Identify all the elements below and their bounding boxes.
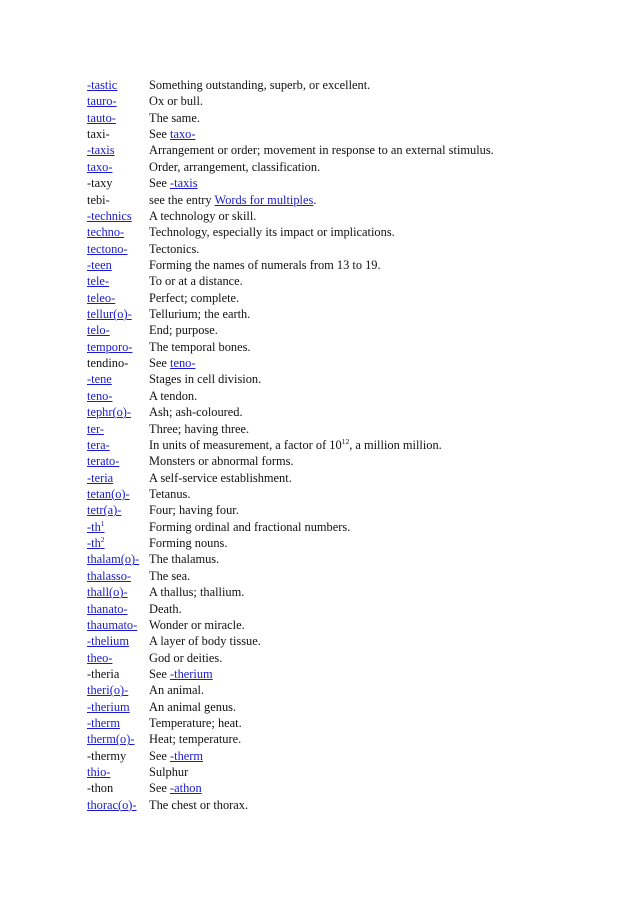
definition-text: Arrangement or order; movement in response to an external stimulus. (149, 143, 494, 158)
term-link[interactable] (87, 421, 149, 437)
definition-text: In units of measurement, a factor of 10 (149, 437, 342, 452)
term-link[interactable] (87, 601, 149, 617)
term-label: temporo- (87, 339, 133, 354)
term-label: -therium (87, 699, 130, 714)
definition-text: See (149, 127, 170, 142)
term-label: terato- (87, 454, 120, 469)
glossary-row (87, 699, 607, 715)
glossary-row (87, 797, 607, 813)
definition-text: Sulphur (149, 765, 189, 780)
definition (149, 568, 607, 584)
definition-text: . (313, 192, 317, 207)
glossary-row (87, 257, 607, 273)
term-link[interactable] (87, 306, 149, 322)
glossary-row (87, 650, 607, 666)
glossary-row (87, 322, 607, 338)
definition-text: Tellurium; the earth. (149, 307, 251, 322)
definition-text: To or at a distance. (149, 274, 243, 289)
glossary-row (87, 404, 607, 420)
glossary-row (87, 110, 607, 126)
glossary-row (87, 551, 607, 567)
term-text (87, 355, 149, 371)
term-label: thalasso- (87, 568, 132, 583)
term-label: taxo- (87, 159, 113, 174)
glossary-row (87, 142, 607, 158)
term-link[interactable] (87, 159, 149, 175)
glossary-table (87, 77, 607, 813)
glossary-row (87, 159, 607, 175)
definition (149, 748, 607, 764)
glossary-row (87, 290, 607, 306)
term-link[interactable] (87, 764, 149, 780)
term-link[interactable] (87, 633, 149, 649)
definition-text: See (149, 176, 170, 191)
definition (149, 175, 607, 191)
term-link[interactable] (87, 797, 149, 813)
definition (149, 404, 607, 420)
glossary-row (87, 93, 607, 109)
term-link[interactable] (87, 568, 149, 584)
exponent: 12 (341, 436, 350, 446)
definition-text: The thalamus. (149, 552, 220, 567)
term-label: -thelium (87, 634, 129, 649)
term-label: -tene (87, 372, 112, 387)
cross-reference-link[interactable]: teno- (170, 356, 196, 371)
definition-text: A self-service establishment. (149, 470, 292, 485)
definition (149, 290, 607, 306)
definition (149, 93, 607, 109)
term-label: telo- (87, 323, 110, 338)
cross-reference-link[interactable]: -therm (170, 748, 204, 763)
term-link[interactable] (87, 208, 149, 224)
term-label: -teen (87, 257, 112, 272)
glossary-row (87, 371, 607, 387)
term-link[interactable] (87, 584, 149, 600)
glossary-row (87, 224, 607, 240)
term-text (87, 666, 149, 682)
definition (149, 322, 607, 338)
definition-text: The same. (149, 110, 200, 125)
term-label: tele- (87, 274, 110, 289)
glossary-row (87, 748, 607, 764)
definition (149, 617, 607, 633)
cross-reference-link[interactable]: -athon (170, 781, 202, 796)
term-text (87, 126, 149, 142)
definition-text: See (149, 781, 170, 796)
cross-reference-link[interactable]: taxo- (170, 127, 196, 142)
definition (149, 650, 607, 666)
term-label: therm(o)- (87, 732, 135, 747)
cross-reference-link[interactable]: -taxis (170, 176, 198, 191)
definition (149, 453, 607, 469)
definition (149, 110, 607, 126)
definition (149, 355, 607, 371)
glossary-row (87, 715, 607, 731)
term-link[interactable] (87, 371, 149, 387)
glossary-row (87, 388, 607, 404)
term-label: tauro- (87, 94, 117, 109)
definition-text: Perfect; complete. (149, 290, 240, 305)
term-label: tetan(o)- (87, 486, 130, 501)
glossary-row (87, 273, 607, 289)
cross-reference-link[interactable]: -therium (170, 666, 213, 681)
term-link[interactable] (87, 388, 149, 404)
term-label: teleo- (87, 290, 116, 305)
glossary-row (87, 77, 607, 93)
definition-text: Temperature; heat. (149, 716, 242, 731)
term-link[interactable] (87, 682, 149, 698)
definition (149, 77, 607, 93)
term-text (87, 780, 149, 796)
definition (149, 224, 607, 240)
definition-text: Tetanus. (149, 486, 191, 501)
definition (149, 502, 607, 518)
glossary-row (87, 584, 607, 600)
definition-text: An animal. (149, 683, 205, 698)
glossary-row (87, 519, 607, 535)
term-label: theri(o)- (87, 683, 129, 698)
term-label: -teria (87, 470, 114, 485)
term-link[interactable] (87, 519, 149, 535)
definition (149, 159, 607, 175)
glossary-row (87, 453, 607, 469)
definition-text: The sea. (149, 568, 191, 583)
term-label: -taxy (87, 176, 113, 191)
term-link[interactable] (87, 142, 149, 158)
term-label: -taxis (87, 143, 115, 158)
term-link[interactable] (87, 551, 149, 567)
glossary-row (87, 666, 607, 682)
definition (149, 371, 607, 387)
term-label: thalam(o)- (87, 552, 140, 567)
definition-text: see the entry (149, 192, 215, 207)
definition-text: Order, arrangement, classification. (149, 159, 321, 174)
definition-text: See (149, 748, 170, 763)
term-link[interactable] (87, 77, 149, 93)
definition-text: Ash; ash-coloured. (149, 405, 243, 420)
term-text (87, 175, 149, 191)
definition-text: Something outstanding, superb, or excellent. (149, 78, 371, 92)
definition (149, 306, 607, 322)
glossary-row (87, 682, 607, 698)
term-link[interactable] (87, 617, 149, 633)
definition-text: Tectonics. (149, 241, 200, 256)
term-link[interactable] (87, 241, 149, 257)
definition-text: Four; having four. (149, 503, 239, 518)
term-label: thall(o)- (87, 585, 128, 600)
glossary-row (87, 306, 607, 322)
glossary-row (87, 780, 607, 796)
term-link[interactable] (87, 224, 149, 240)
definition (149, 682, 607, 698)
term-text (87, 192, 149, 208)
definition-text: Monsters or abnormal forms. (149, 454, 294, 469)
definition (149, 421, 607, 437)
term-link[interactable] (87, 290, 149, 306)
term-label: tauto- (87, 110, 116, 125)
term-text (87, 748, 149, 764)
definition-text: The chest or thorax. (149, 797, 249, 812)
glossary-row (87, 437, 607, 453)
definition (149, 731, 607, 747)
glossary-row (87, 126, 607, 142)
term-superscript: 1 (100, 518, 105, 528)
term-link[interactable] (87, 404, 149, 420)
definition (149, 486, 607, 502)
term-label: tellur(o)- (87, 307, 132, 322)
definition (149, 273, 607, 289)
definition (149, 339, 607, 355)
definition-text: End; purpose. (149, 323, 218, 338)
term-label: tera- (87, 437, 110, 452)
definition (149, 584, 607, 600)
definition (149, 780, 607, 796)
definition-text: Stages in cell division. (149, 372, 262, 387)
definition-text: Forming nouns. (149, 536, 228, 551)
glossary-row (87, 175, 607, 191)
definition (149, 699, 607, 715)
glossary-row (87, 192, 607, 208)
definition (149, 388, 607, 404)
term-label: -th (87, 519, 101, 534)
definition (149, 519, 607, 535)
term-label: tendino- (87, 356, 129, 371)
definition (149, 257, 607, 273)
glossary-row (87, 208, 607, 224)
definition-text: A technology or skill. (149, 208, 257, 223)
definition (149, 633, 607, 649)
definition-text: Technology, especially its impact or implications. (149, 225, 395, 240)
glossary-row (87, 617, 607, 633)
term-label: teno- (87, 388, 113, 403)
term-link[interactable] (87, 699, 149, 715)
definition-text: An animal genus. (149, 699, 237, 714)
term-label: -thermy (87, 748, 127, 763)
glossary-row (87, 601, 607, 617)
term-label: taxi- (87, 127, 110, 142)
term-label: -th (87, 536, 101, 551)
term-link[interactable] (87, 110, 149, 126)
term-link[interactable] (87, 257, 149, 273)
glossary-row (87, 339, 607, 355)
term-label: -technics (87, 208, 132, 223)
term-link[interactable] (87, 93, 149, 109)
definition-text: The temporal bones. (149, 339, 251, 354)
definition (149, 666, 607, 682)
term-link[interactable] (87, 502, 149, 518)
definition (149, 551, 607, 567)
term-label: tebi- (87, 192, 110, 207)
glossary-row (87, 241, 607, 257)
term-link[interactable] (87, 322, 149, 338)
term-label: tephr(o)- (87, 405, 132, 420)
term-label: -thon (87, 781, 114, 796)
cross-reference-link[interactable]: Words for multiples (214, 192, 314, 207)
term-link[interactable] (87, 715, 149, 731)
term-label: thaumato- (87, 617, 138, 632)
definition-text: Heat; temperature. (149, 732, 242, 747)
definition-text: , a million million. (349, 437, 442, 452)
glossary-row (87, 764, 607, 780)
term-superscript: 2 (100, 535, 105, 545)
definition-text: Forming ordinal and fractional numbers. (149, 519, 351, 534)
definition-text: Death. (149, 601, 182, 616)
definition (149, 797, 607, 813)
glossary-row (87, 486, 607, 502)
definition (149, 241, 607, 257)
term-link[interactable] (87, 650, 149, 666)
term-label: techno- (87, 225, 125, 240)
definition-text: God or deities. (149, 650, 223, 665)
glossary-row (87, 535, 607, 551)
definition-text: Ox or bull. (149, 94, 204, 109)
term-label: ter- (87, 421, 104, 436)
term-link[interactable] (87, 273, 149, 289)
definition-text: A layer of body tissue. (149, 634, 261, 649)
definition (149, 208, 607, 224)
term-link[interactable] (87, 437, 149, 453)
definition (149, 715, 607, 731)
definition-text: A tendon. (149, 388, 198, 403)
definition (149, 126, 607, 142)
definition (149, 535, 607, 551)
term-label: -theria (87, 666, 120, 681)
glossary-row (87, 633, 607, 649)
term-label: theo- (87, 650, 113, 665)
term-label: thio- (87, 765, 111, 780)
glossary-row (87, 568, 607, 584)
term-link[interactable] (87, 470, 149, 486)
definition-text: Wonder or miracle. (149, 617, 245, 632)
term-link[interactable] (87, 486, 149, 502)
term-label: tectono- (87, 241, 128, 256)
term-label: thorac(o)- (87, 797, 137, 812)
term-label: tetr(a)- (87, 503, 122, 518)
term-label: -tastic (87, 78, 118, 92)
glossary-row (87, 502, 607, 518)
glossary-row (87, 355, 607, 371)
glossary-row (87, 421, 607, 437)
term-link[interactable] (87, 535, 149, 551)
definition (149, 470, 607, 486)
definition (149, 192, 607, 208)
definition-text: A thallus; thallium. (149, 585, 245, 600)
glossary-row (87, 470, 607, 486)
glossary-row (87, 731, 607, 747)
term-label: thanato- (87, 601, 128, 616)
definition-text: Three; having three. (149, 421, 250, 436)
definition (149, 764, 607, 780)
definition (149, 601, 607, 617)
definition-text: See (149, 356, 170, 371)
term-label: -therm (87, 716, 121, 731)
term-link[interactable] (87, 339, 149, 355)
definition (149, 437, 607, 453)
term-link[interactable] (87, 731, 149, 747)
term-link[interactable] (87, 453, 149, 469)
definition-text: Forming the names of numerals from 13 to 19. (149, 257, 381, 272)
definition (149, 142, 607, 158)
definition-text: See (149, 666, 170, 681)
